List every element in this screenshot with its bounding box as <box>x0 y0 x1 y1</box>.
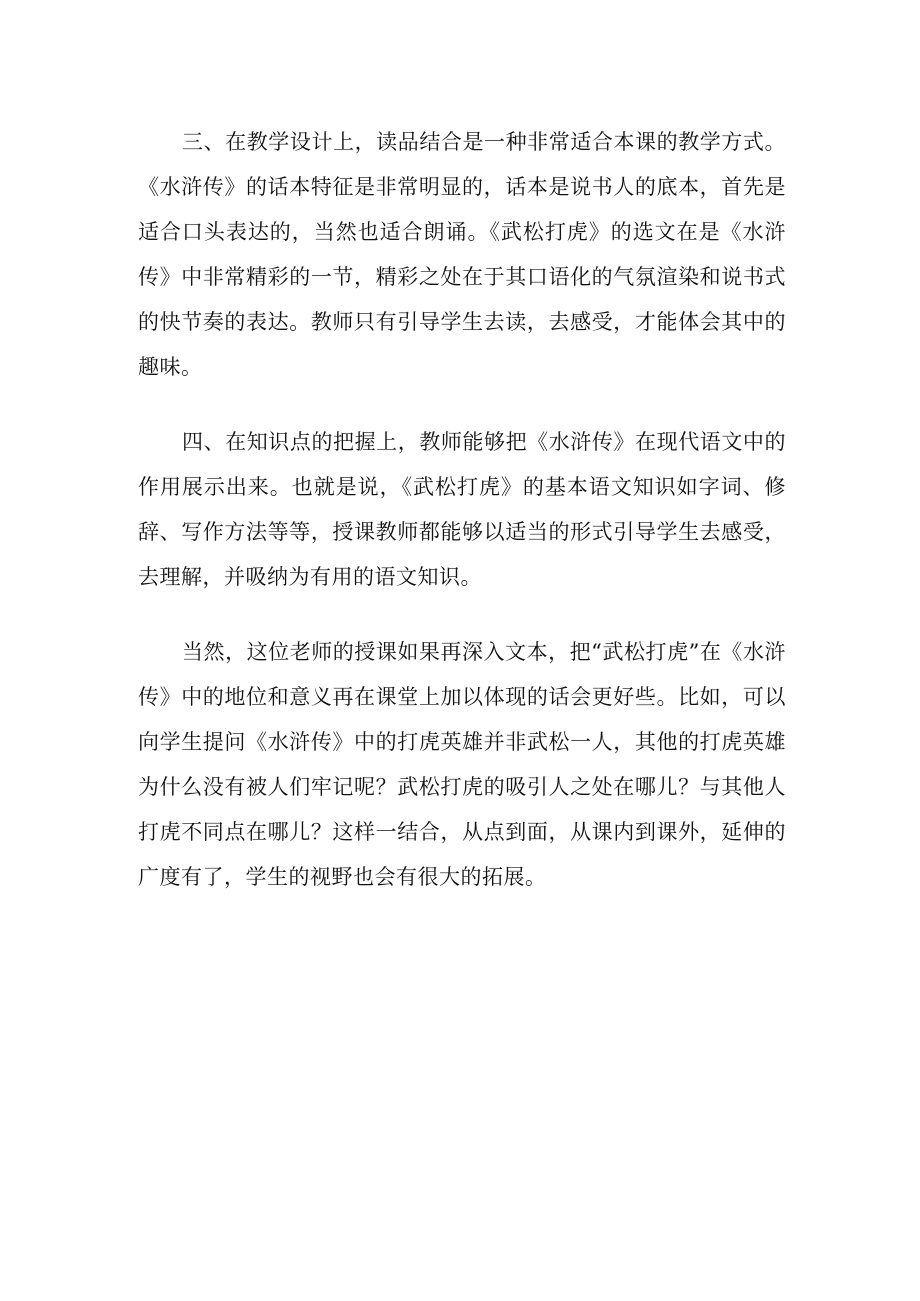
paragraph-4: 四、在知识点的把握上，教师能够把《水浒传》在现代语文中的作用展示出来。也就是说，《武松打虎》的基本语文知识如字词、修辞、写作方法等等，授课教师都能够以适当的形式引导学生去感受，去理解，并吸纳为有用的语文知识。 <box>138 430 786 589</box>
document-body <box>138 120 786 930</box>
paragraph-3: 三、在教学设计上，读品结合是一种非常适合本课的教学方式。《水浒传》的话本特征是非常明显的，话本是说书人的底本，首先是适合口头表达的，当然也适合朗诵。《武松打虎》的选文在是《水浒传》中非常精彩的一节，精彩之处在于其口语化的气氛渲染和说书式的快节奏的表达。教师只有引导学生去读，去感受，才能体会其中的趣味。 <box>138 130 786 379</box>
paragraph-conclusion: 当然，这位老师的授课如果再深入文本，把“武松打虎”在《水浒传》中的地位和意义再在课堂上加以体现的话会更好些。比如，可以向学生提问《水浒传》中的打虎英雄并非武松一人，其他的打虎英雄为什么没有被人们牢记呢？武松打虎的吸引人之处在哪儿？与其他人打虎不同点在哪儿？这样一结合，从点到面，从课内到课外，延伸的广度有了，学生的视野也会有很大的拓展。 <box>138 640 786 889</box>
